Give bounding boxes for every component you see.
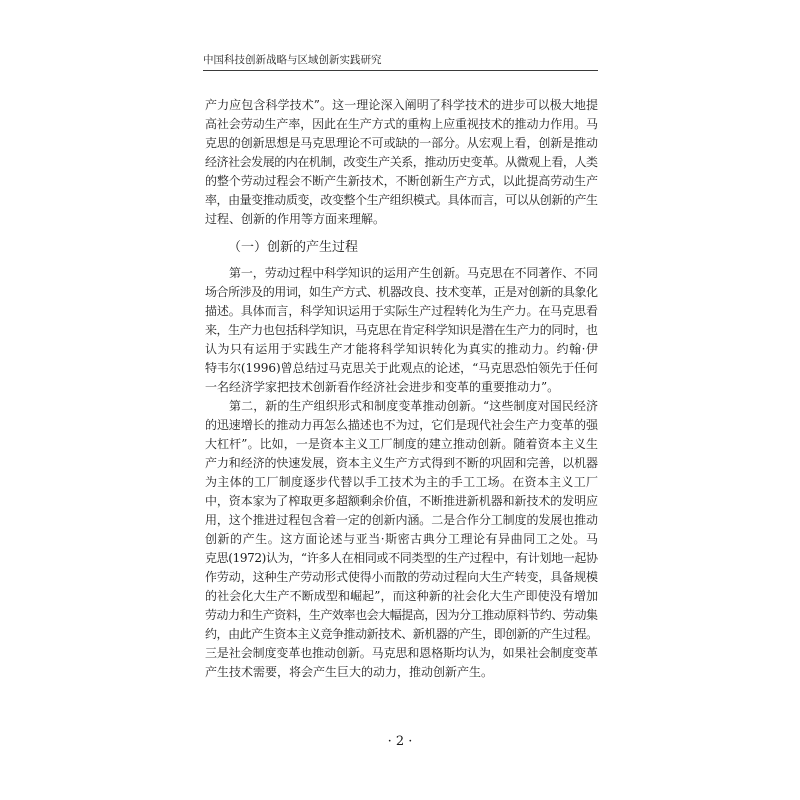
text-line: 第一，劳动过程中科学知识的运用产生创新。马克思在不同著作、不同 [229,265,598,280]
text-line: 产力和经济的快速发展，资本主义生产方式得到不断的巩固和完善，以机器 [205,455,598,470]
text-line: 克思(1972)认为，“许多人在相同或不同类型的生产过程中，有计划地一起协 [205,550,598,565]
text-line: 的迅速增长的推动力再怎么描述也不为过，它们是现代社会生产力变革的强 [205,417,598,432]
text-line: 的整个劳动过程会不断产生新技术，不断创新生产方式，以此提高劳动生产 [205,173,598,188]
text-line: 三是社会制度变革也推动创新。马克思和恩格斯均认为，如果社会制度变革 [205,645,598,660]
text-line: 第二，新的生产组织形式和制度变革推动创新。“这些制度对国民经济 [229,398,599,413]
text-line: 中，资本家为了榨取更多超额剩余价值，不断推进新机器和新技术的发明应 [205,493,598,508]
text-line: 产力应包含科学技术”。这一理论深入阐明了科学技术的进步可以极大地提 [205,97,599,112]
header-rule [203,70,598,71]
text-line: 用，这个推进过程包含着一定的创新内涵。二是合作分工制度的发展也推动 [205,512,598,527]
text-line: 来，生产力也包括科学知识，马克思在肯定科学知识是潜在生产力的同时，也 [205,322,598,337]
text-line: 产生技术需要，将会产生巨大的动力，推动创新产生。 [205,664,494,679]
paragraph [205,264,598,397]
text-line: 描述。具体而言，科学知识运用于实际生产过程转化为生产力。在马克思看 [205,303,598,318]
text-line: 率，由量变推动质变，改变整个生产组织模式。具体而言，可以从创新的产生 [205,192,598,207]
section-heading: （一）创新的产生过程 [228,240,359,255]
text-line: 克思的创新思想是马克思理论不可或缺的一部分。从宏观上看，创新是推动 [205,135,598,150]
text-line: 过程、创新的作用等方面来理解。 [205,211,386,226]
text-line: 创新的产生。这方面论述与亚当·斯密古典分工理论有异曲同工之处。马 [205,531,599,546]
text-line: 特韦尔(1996)曾总结过马克思关于此观点的论述，“马克思恐怕领先于任何 [205,360,598,375]
running-header-title: 中国科技创新战略与区域创新实践研究 [203,54,382,66]
continued-paragraph [205,96,598,229]
paragraph [205,397,598,682]
body-text [205,264,598,682]
text-line: 大杠杆”。比如，一是资本主义工厂制度的建立推动创新。随着资本主义生 [205,436,599,451]
text-line: 场合所涉及的用词，如生产方式、机器改良、技术变革，正是对创新的具象化 [205,284,598,299]
text-line: 为主体的工厂制度逐步代替以手工技术为主的手工工场。在资本主义工厂 [205,474,599,489]
text-line: 认为只有运用于实践生产才能将科学知识转化为真实的推动力。约翰·伊 [205,341,599,356]
text-line: 的社会化大生产不断成型和崛起”，而这种新的社会化大生产即使没有增加 [205,588,599,603]
text-line: 经济社会发展的内在机制，改变生产关系，推动历史变革。从微观上看，人类 [205,154,598,169]
text-line: 高社会劳动生产率，因此在生产方式的重构上应重视技术的推动力作用。马 [205,116,598,131]
text-line: 一名经济学家把技术创新看作经济社会进步和变革的重要推动力”。 [205,379,560,394]
text-line: 劳动力和生产资料，生产效率也会大幅提高，因为分工推动原料节约、劳动集 [205,607,598,622]
text-line: 约，由此产生资本主义竞争推动新技术、新机器的产生，即创新的产生过程。 [205,626,598,641]
page-number: · 2 · [387,734,413,749]
text-line: 作劳动，这种生产劳动形式使得小而散的劳动过程向大生产转变，具备规模 [205,569,598,584]
